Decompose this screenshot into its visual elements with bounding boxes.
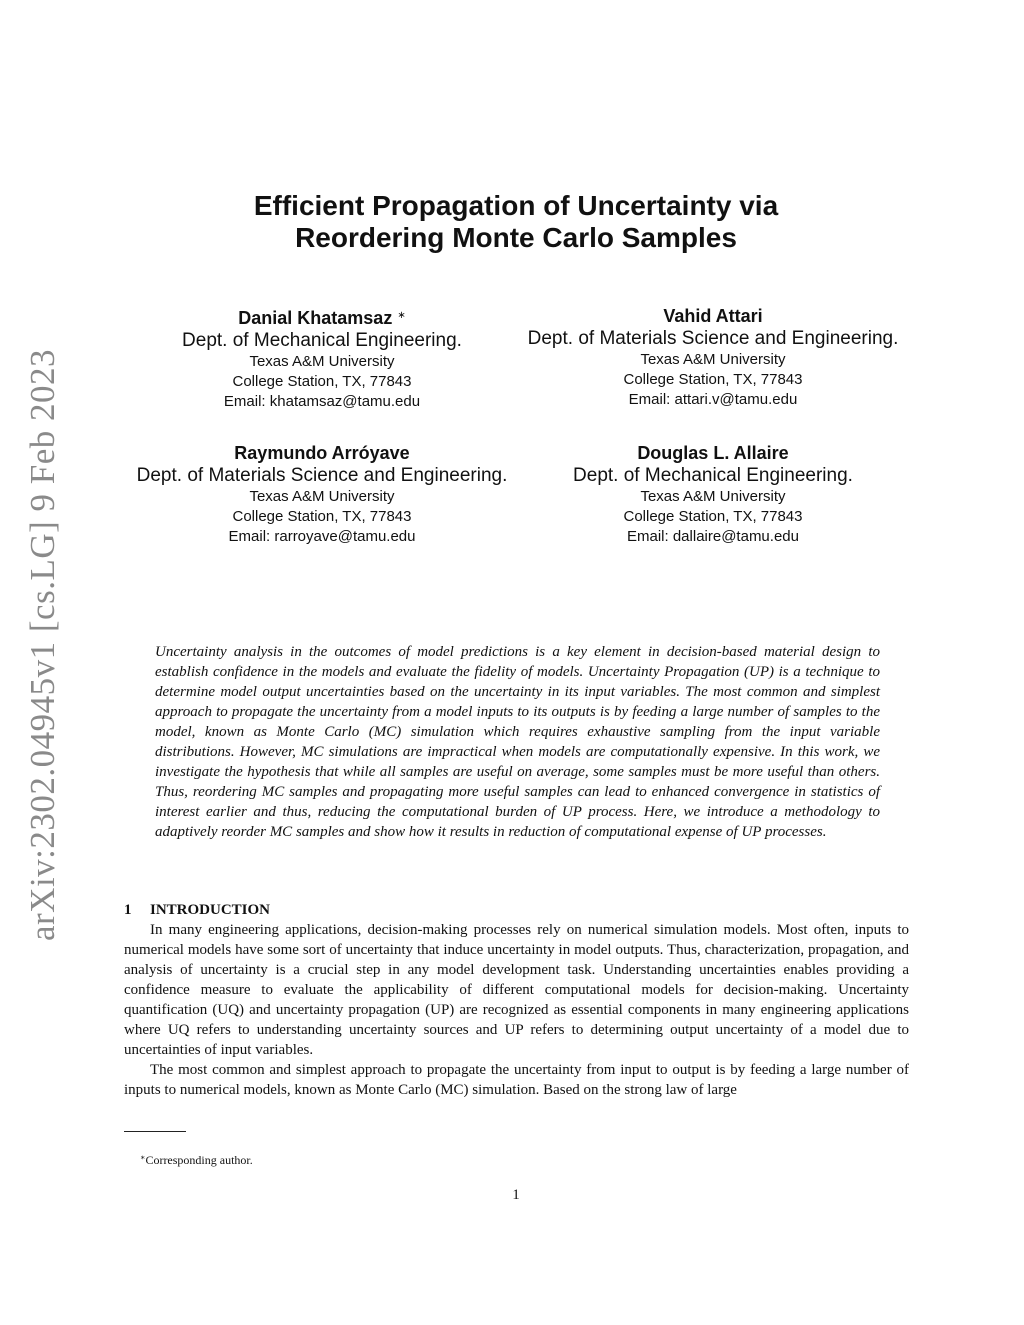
author-location: College Station, TX, 77843 bbox=[623, 508, 803, 525]
paragraph: The most common and simplest approach to propagate the uncertainty from input to output is by feeding a large number of inputs to numerical models, known as Monte Carlo (MC) simulation. Based on the strong law of large bbox=[124, 1062, 909, 1098]
author-email[interactable]: Email: khatamsaz@tamu.edu bbox=[223, 393, 421, 410]
section-title: INTRODUCTION bbox=[150, 902, 271, 918]
page-number: 1 bbox=[512, 1187, 520, 1203]
author-name: Raymundo Arróyave bbox=[234, 443, 410, 463]
footnote-divider bbox=[124, 1131, 186, 1132]
corresponding-mark: ∗ bbox=[397, 310, 406, 321]
author-university: Texas A&M University bbox=[249, 353, 395, 370]
section-number: 1 bbox=[124, 902, 132, 918]
paragraph: In many engineering applications, decision-making processes rely on numerical simulation models. Most often, inputs to numerical models have some sort of uncertainty that induce uncertainty in model outputs. Thus, characterization, propagation, and analysis of uncertainty is a crucial step in any model development task. Understanding uncertainties enables providing a confidence measure to evaluate the applicability of different computational models for decision-making. Uncertainty quantification (UQ) and uncertainty propagation (UP) are recognized as essential components in many engineering applications where UQ refers to understanding uncertainty sources and UP refers to determining output uncertainty of a model due to uncertainties of input variables. bbox=[124, 922, 909, 1058]
author-department: Dept. of Materials Science and Engineering. bbox=[136, 465, 508, 486]
author-location: College Station, TX, 77843 bbox=[232, 373, 412, 390]
author-department: Dept. of Materials Science and Engineering. bbox=[527, 328, 899, 349]
title-line-1: Efficient Propagation of Uncertainty via bbox=[253, 190, 779, 221]
author-location: College Station, TX, 77843 bbox=[623, 371, 803, 388]
footnote-mark: ∗ bbox=[140, 1153, 146, 1162]
author-email[interactable]: Email: dallaire@tamu.edu bbox=[627, 528, 799, 545]
author-block-attari bbox=[483, 305, 943, 410]
title-line-2: Reordering Monte Carlo Samples bbox=[295, 222, 737, 253]
author-block-allaire bbox=[483, 442, 943, 547]
author-department: Dept. of Mechanical Engineering. bbox=[182, 330, 462, 351]
paper-title bbox=[0, 190, 1024, 254]
footnote bbox=[140, 1150, 253, 1168]
author-email[interactable]: Email: rarroyave@tamu.edu bbox=[228, 528, 416, 545]
author-department: Dept. of Mechanical Engineering. bbox=[573, 465, 853, 486]
section-heading-introduction bbox=[124, 900, 270, 920]
author-name: Vahid Attari bbox=[663, 306, 763, 326]
introduction-body bbox=[124, 920, 909, 1100]
author-email[interactable]: Email: attari.v@tamu.edu bbox=[628, 391, 798, 408]
arxiv-identifier-stamp: arXiv:2302.04945v1 [cs.LG] 9 Feb 2023 bbox=[23, 348, 62, 942]
abstract: Uncertainty analysis in the outcomes of model predictions is a key element in decision-based material design to establish confidence in the models and evaluate the fidelity of models. Uncertainty Propagation (UP) is a technique to determine model output uncertainties based on the uncertainty in its input variables. The most common and simplest approach to propagate the uncertainty from a model inputs to its outputs is by feeding a large number of samples to the model, known as Monte Carlo (MC) simulation which requires exhaustive sampling from the input variable distributions. However, MC simulations are impractical when models are computationally expensive. In this work, we investigate the hypothesis that while all samples are useful on average, some samples must be more useful than others. Thus, reordering MC samples and propagating more useful samples can lead to enhanced convergence in statistics of interest earlier and thus, reducing the computational burden of UP process. Here, we introduce a methodology to adaptively reorder MC samples and show how it results in reduction of computational expense of UP processes. bbox=[155, 644, 880, 840]
author-university: Texas A&M University bbox=[640, 488, 786, 505]
author-university: Texas A&M University bbox=[640, 351, 786, 368]
author-name: Douglas L. Allaire bbox=[637, 443, 789, 463]
author-name: Danial Khatamsaz ∗ bbox=[238, 308, 406, 328]
author-university: Texas A&M University bbox=[249, 488, 395, 505]
author-location: College Station, TX, 77843 bbox=[232, 508, 412, 525]
footnote-text: Corresponding author. bbox=[145, 1153, 253, 1167]
